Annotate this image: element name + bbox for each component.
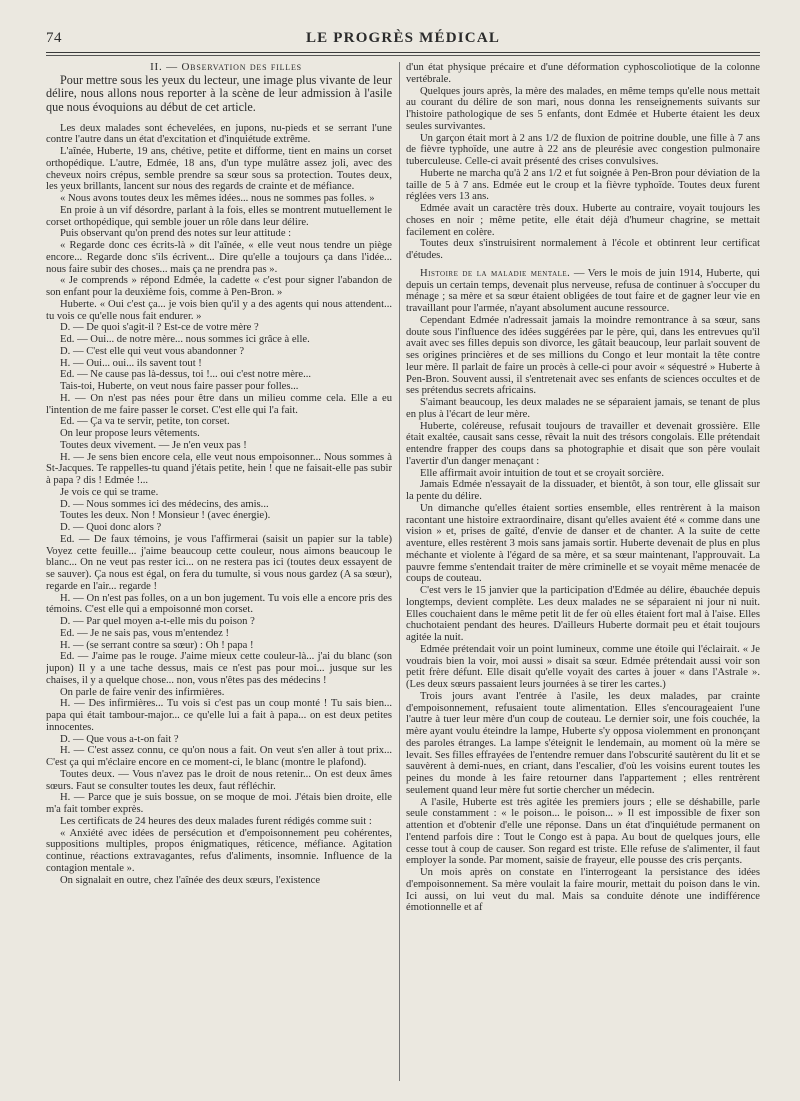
paragraph: Toutes deux s'instruisirent normalement à l'école et obtinrent leur certificat d'études. — [406, 238, 760, 261]
paragraph: En proie à un vif désordre, parlant à la fois, elles se montrent mutuellement le corset orthopédique, qui semble jouer un rôle dans leur délire. — [46, 204, 392, 228]
paragraph: Elle affirmait avoir intuition de tout et se croyait sorcière. — [420, 467, 664, 479]
paragraph: L'aînée, Huberte, 19 ans, chétive, petite et difforme, tient en mains un corset orthopédique. L'autre, Edmée, 18 ans, d'un type mulâtre assez joli, avec des cheveux noirs crépus, semble prendre sa sœur sous sa protection. Toutes deux, les yeux brillants, lancent sur nous des regards de crainte et de méfiance. — [46, 146, 392, 193]
paragraph: Ed. — Ne cause pas là-dessus, toi !... oui c'est notre mère... — [60, 369, 312, 381]
paragraph: A l'asile, Huberte est très agitée les premiers jours ; elle se déshabille, parle seule constamment : « le poison... le poison... » Il est impossible de fixer son attention et d'obtenir d'elle une réponse. Dans un état d'inquiétude permanent on l'entend parfois dire : Tout le Congo est à papa. Au bout de quelques jours, elle cesse tout à coup de causer. Son regard est triste. Elle refuse de s'alimenter, il faut employer la sonde. Par moment, saisie de frayeur, elle pousse des cris perçants. — [406, 796, 760, 867]
paragraph: H. — Des infirmières... Tu vois si c'est pas un coup monté ! Tu sais bien... papa qui était tambour-major... ce qu'elle lui a fait à papa... on est deux petites innocentes. — [46, 698, 392, 733]
paragraph: Ed. — Ça va te servir, petite, ton corset. — [60, 416, 230, 428]
paragraph: Ed. — De faux témoins, je vous l'affirmerai (saisit un papier sur la table) Voyez cette feuille... j'aime beaucoup cette couleur, nous aimons beaucoup le blanc... On ne veut pas rester ici... on ne restera pas ici (toutes deux essayent de se sauver). Ça nous est égal, on fera du tumulte, si vous nous gardez (A sa sœur), regarde en l'air... regarde ! — [46, 533, 392, 592]
paragraph: Les certificats de 24 heures des deux malades furent rédigés comme suit : — [60, 815, 372, 827]
paragraph: H. — Parce que je suis bossue, on se moque de moi. J'étais bien droite, elle m'a fait tomber exprès. — [46, 792, 392, 816]
header-rule — [46, 52, 760, 53]
history-paragraph — [406, 268, 760, 315]
paragraph: Je vois ce qui se trame. — [60, 486, 159, 498]
history-first-text: — Vers le mois de juin 1914, Huberte, qui depuis un certain temps, devenait plus nerveuse, refusa de continuer à s'occuper du ménage ; sa mère et sa sœur étaient obligées de tout faire et de gagner leur vie en travaillant pour l'armée, n'ayant absolument aucune ressource. — [406, 267, 760, 314]
paragraph: On parle de faire venir des infirmières. — [60, 686, 225, 698]
paragraph: Ed. — Je ne sais pas, vous m'entendez ! — [60, 627, 230, 639]
history-heading: Histoire de la maladie mentale. — [420, 267, 571, 279]
left-column-text — [46, 74, 392, 887]
right-column-text-top — [406, 62, 760, 262]
paragraph: Huberte. « Oui c'est ça... je vois bien qu'il y a des agents qui nous attendent... tu vois ce qu'elle nous fait endurer. » — [46, 298, 392, 322]
paragraph: H. — (se serrant contre sa sœur) : Oh ! papa ! — [60, 639, 254, 651]
paragraph: « Regarde donc ces écrits-là » dit l'aînée, « elle veut nous tendre un piège encore... Regarde donc s'ils écrivent... Dire qu'elle a toujours ça dans l'idée... nous faire subir des choses... mais ça ne prendra pas ». — [46, 240, 392, 275]
paragraph: On leur propose leurs vêtements. — [60, 428, 200, 440]
paragraph: Un garçon était mort à 2 ans 1/2 de fluxion de poitrine double, une fille à 7 ans de fièvre typhoïde, une autre à 22 ans de pleurésie avec congestion pulmonaire tuberculeuse. Celle-ci avait présenté des crises convulsives. — [406, 132, 760, 167]
paragraph: Ed. — J'aime pas le rouge. J'aime mieux cette couleur-là... j'ai du blanc (son jupon) Il y a une tache dessus, mais ce n'est pas pour moi... jusque sur les chaises, il y a quelque chose... non, vous n'êtes pas des médecins ! — [46, 651, 392, 686]
paragraph: Un mois après on constate en l'interrogeant la persistance des idées d'empoisonnement. Sa mère voulait la faire mourir, mettait du poison dans le vin. Ici aussi, on lui veut du mal. Mais sa conduite dénote une indifférence émotionnelle et af — [406, 867, 760, 914]
paragraph: Ed. — Oui... de notre mère... nous sommes ici grâce à elle. — [60, 334, 310, 346]
paragraph: Edmée avait un caractère très doux. Huberte au contraire, voyait toujours les choses en noir ; même petite, elle était déjà d'humeur chagrine, se mettait facilement en colère. — [406, 203, 760, 238]
paragraph: Trois jours avant l'entrée à l'asile, les deux malades, par crainte d'empoisonnement, refusaient toute alimentation. Elles s'encourageaient l'une l'autre à tuer leur mère d'un coup de couteau. Le dernier soir, une fois couchée, la mère ayant voulu éteindre la lampe, Huberte s'y opposa violemment en prononçant des paroles étranges. La lampe s'éteignit le lendemain, au moment où la mère se levait. Ses filles effrayées de l'entendre remuer dans l'obscurité sautèrent du lit et se sauvèrent à demi-nues, en criant, dans l'escalier, d'où les voisins eurent toutes les peines du monde à les faire retourner dans l'appartement ; elles rentrèrent seulement quand leur mère fut sortie chercher un médecin. — [406, 690, 760, 796]
paragraph: H. — On n'est pas folles, on a un bon jugement. Tu vois elle a encore pris des témoins. C'est elle qui a empoisonné mon corset. — [46, 592, 392, 616]
paragraph: « Je comprends » répond Edmée, la cadette « c'est pour signer l'abandon de son enfant pour la deuxième fois, comme à Pen-Bron. » — [46, 275, 392, 299]
paragraph: « Nous avons toutes deux les mêmes idées... nous ne sommes pas folles. » — [60, 193, 375, 205]
paragraph: Tais-toi, Huberte, on veut nous faire passer pour folles... — [60, 381, 299, 393]
paragraph: Toutes les deux. Non ! Monsieur ! (avec énergie). — [60, 510, 271, 522]
paragraph: Quelques jours après, la mère des malades, en même temps qu'elle nous mettait au courant du délire de son mari, nous donna les renseignements suivants sur l'histoire pathologique de ses 5 enfants, dont Edmée et Huberte étaient les deux seules survivantes. — [406, 85, 760, 132]
right-column — [406, 62, 760, 1085]
paragraph: « Anxiété avec idées de persécution et d'empoisonnement peu cohérentes, suppositions multiples, propos énigmatiques, réticence, méfiance. Agitation continue, réactions extravagantes, refus d'aliments, insomnie. Influence de la contagion mentale ». — [46, 827, 392, 874]
paragraph: d'un état physique précaire et d'une déformation cyphoscoliotique de la colonne vertébrale. — [406, 62, 760, 85]
section-heading: II. — Observation des filles — [150, 62, 302, 73]
header-rule-thin — [46, 55, 760, 56]
paragraph: Les deux malades sont échevelées, en jupons, nu-pieds et se serrant l'une contre l'autre dans un état d'excitation et d'inquiétude extrême. — [46, 122, 392, 146]
paragraph: D. — Par quel moyen a-t-elle mis du poison ? — [60, 616, 255, 628]
right-column-text-bottom — [406, 315, 760, 914]
page-number: 74 — [46, 30, 62, 46]
paragraph: H. — Oui... oui... ils savent tout ! — [60, 357, 202, 369]
paragraph: D. — Nous sommes ici des médecins, des amis... — [60, 498, 269, 510]
paragraph: D. — De quoi s'agit-il ? Est-ce de votre mère ? — [60, 322, 259, 334]
paragraph: Toutes deux. — Vous n'avez pas le droit de nous retenir... On est deux âmes sœurs. Faut se consulter toutes les deux, faut réfléchir. — [46, 768, 392, 792]
paragraph: D. — C'est elle qui veut vous abandonner ? — [60, 345, 245, 357]
paragraph: Jamais Edmée n'essayait de la dissuader, et bientôt, à son tour, elle glissait sur la pente du délire. — [406, 479, 760, 502]
paragraph: H. — On n'est pas nées pour être dans un milieu comme cela. Elle a eu l'intention de me faire passer le corset. C'est elle qui l'a fait. — [46, 392, 392, 416]
paragraph: Puis observant qu'on prend des notes sur leur attitude : — [60, 228, 292, 240]
column-divider — [399, 62, 400, 1081]
paragraph: C'est vers le 15 janvier que la participation d'Edmée au délire, ébauchée depuis longtemps, devient complète. Les deux malades ne se séparaient ni jour ni nuit. Elles couchaient dans le même petit lit de fer où elles étaient fort mal à l'aise. Elles chuchotaient pendant des heures. D'ailleurs Huberte dormait peu et était toujours agitée la nuit. — [406, 585, 760, 643]
paragraph: Huberte ne marcha qu'à 2 ans 1/2 et fut soignée à Pen-Bron pour déviation de la taille de 5 à 7 ans. Edmée eut le croup et la fièvre typhoïde. Toutes deux furent réglées vers 13 ans. — [406, 167, 760, 203]
paragraph: Pour mettre sous les yeux du lecteur, une image plus vivante de leur délire, nous allons nous reporter à la scène de leur admission à l'asile que nous évoquions au début de cet article. — [46, 72, 392, 114]
paragraph: S'aimant beaucoup, les deux malades ne se séparaient jamais, se tenant de plus en plus à l'écart de leur mère. — [406, 397, 760, 420]
paragraph: Cependant Edmée n'adressait jamais la moindre remontrance à sa sœur, sans doute sous l'influence des idées suggérées par le père, qui, dans les entrevues qu'il avait avec ses filles depuis son divorce, les gâtait beaucoup, leur parlait souvent de ses origines princières et de ses millions du Congo et leur montait la tête contre leur mère. Il parlait de faire un procès à celle-ci pour avoir « séquestré » Huberte à Pen-Bron. Souvent aussi, il s'entretenait avec ses enfants de sciences occultes et de ses prétendus secrets africains. — [406, 314, 760, 397]
page-header — [46, 28, 760, 52]
paragraph: Un dimanche qu'elles étaient sorties ensemble, elles rentrèrent à la maison racontant une histoire extraordinaire, disant qu'elles avaient été « comme dans une vision » et, prises de gaîté, d'envie de danser et de chanter. A la suite de cette aventure, elles restèrent 3 mois sans jamais sortir. Huberte devenait de plus en plus méchante et violente à l'égard de sa mère, et sa sœur maintenant, l'approuvait. La pauvre femme s'entendait traiter de mère criminelle et se voyait même menacée de coups de couteau. — [406, 502, 760, 585]
paragraph: D. — Que vous a-t-on fait ? — [60, 733, 179, 745]
paragraph: H. — C'est assez connu, ce qu'on nous a fait. On veut s'en aller à tout prix... C'est ça qui m'éclaire encore en ce moment-ci, le blanc (montre le plafond). — [46, 745, 392, 769]
paragraph: Edmée prétendait voir un point lumineux, comme une étoile qui l'éclairait. « Je voudrais bien la voir, moi aussi » disait sa sœur. Edmée prétendait aussi voir son petit frère défunt. Elle disait qu'elle voyait des cartes à jouer « dans l'Astrale ». (Les deux sœurs passaient leurs journées à se tirer les cartes.) — [406, 643, 760, 690]
paragraph: On signalait en outre, chez l'aînée des deux sœurs, l'existence — [60, 874, 321, 886]
paragraph: Toutes deux vivement. — Je n'en veux pas ! — [60, 439, 247, 451]
paragraph: Huberte, coléreuse, refusait toujours de travailler et devenait grossière. Elle était exaltée, causait sans cesse, rêvait la nuit des trésors congolais. Elle prétendait entendre frapper des coups dans sa photographie et disait que son père voulait l'avertir d'un danger menaçant : — [406, 420, 760, 467]
left-column — [46, 62, 392, 1085]
paragraph: H. — Je sens bien encore cela, elle veut nous empoisonner... Nous sommes à St-Jacques. Te rappelles-tu quand j'étais petite, hein ! que ne faisait-elle pas subir à papa ? dis ! Edmée !... — [46, 451, 392, 487]
paragraph: D. — Quoi donc alors ? — [60, 522, 162, 534]
journal-title: LE PROGRÈS MÉDICAL — [305, 30, 501, 46]
